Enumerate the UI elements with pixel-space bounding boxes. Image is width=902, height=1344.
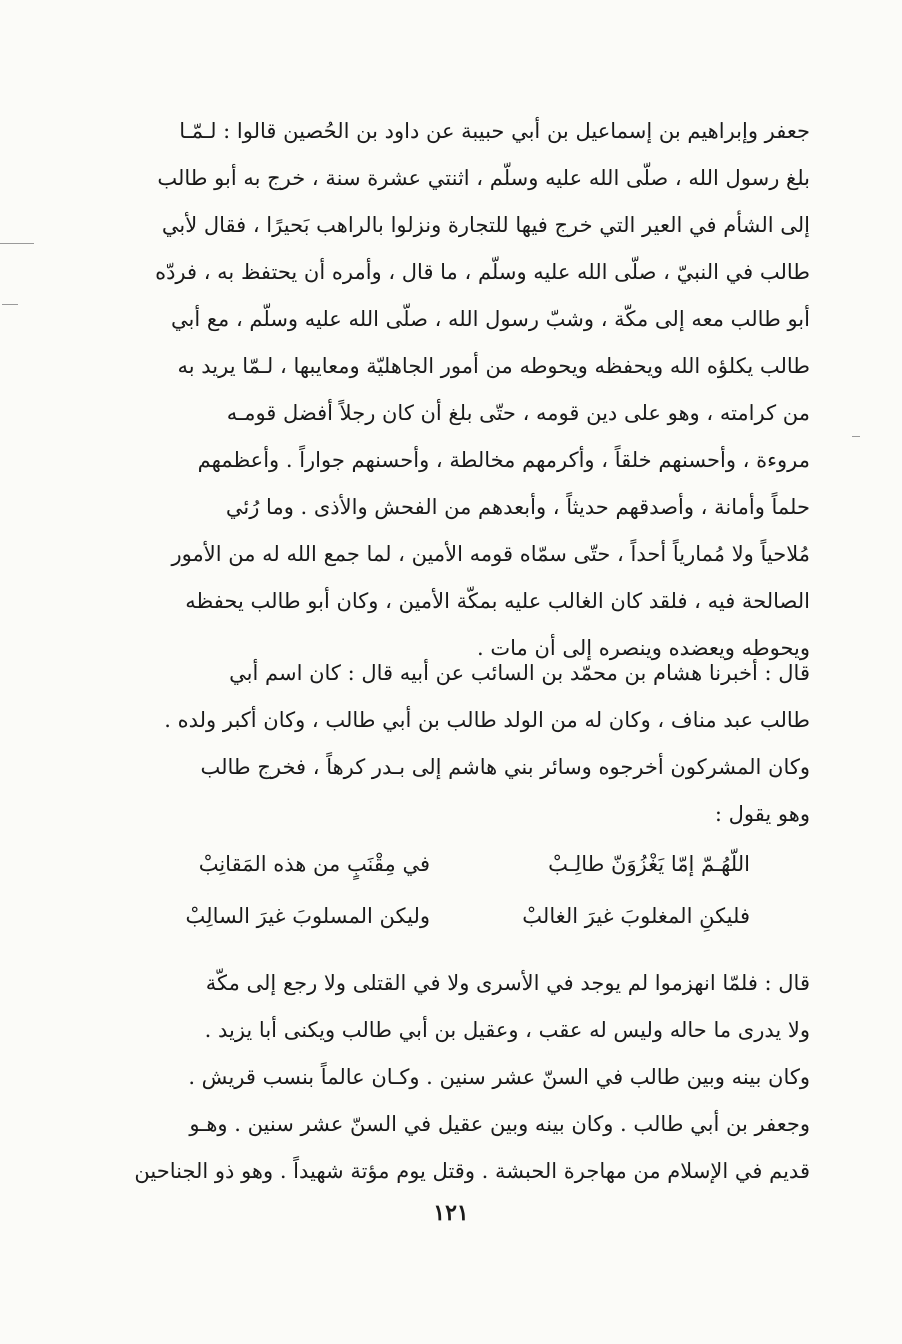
- verse-second-hemistich: في مِقْنَبٍ من هذه المَقانِبْ: [198, 852, 430, 876]
- text-line: من كرامته ، وهو على دين قومه ، حتّى بلغ أن كان رجلاً أفضل قومـه: [226, 401, 810, 425]
- verse-line: [150, 890, 750, 942]
- text-line: وجعفر بن أبي طالب . وكان بينه وبين عقيل في السنّ عشر سنين . وهـو: [189, 1112, 810, 1136]
- margin-mark: [852, 436, 860, 437]
- text-line: بلغ رسول الله ، صلّى الله عليه وسلّم ، اثنتي عشرة سنة ، خرج به أبو طالب: [157, 166, 810, 190]
- margin-mark: [0, 243, 34, 244]
- verse-line: [150, 838, 750, 890]
- text-line: مُلاحياً ولا مُمارياً أحداً ، حتّى سمّاه قومه الأمين ، لما جمع الله له من الأمور: [171, 542, 810, 566]
- text-line: قال : أخبرنا هشام بن محمّد بن السائب عن أبيه قال : كان اسم أبي: [229, 661, 810, 685]
- verse-second-hemistich: وليكن المسلوبَ غيرَ السالِبْ: [185, 904, 430, 928]
- paragraph-1: [108, 108, 810, 672]
- margin-mark: [2, 304, 18, 305]
- text-line: أبو طالب معه إلى مكّة ، وشبّ رسول الله ، صلّى الله عليه وسلّم ، مع أبي: [170, 307, 810, 331]
- text-line: قديم في الإسلام من مهاجرة الحبشة . وقتل يوم مؤتة شهيداً . وهو ذو الجناحين: [134, 1159, 810, 1183]
- text-line: طالب عبد مناف ، وكان له من الولد طالب بن أبي طالب ، وكان أكبر ولده .: [164, 708, 810, 732]
- page-number: ١٢١: [433, 1200, 469, 1226]
- text-line: وكان بينه وبين طالب في السنّ عشر سنين . وكـان عالماً بنسب قريش .: [188, 1065, 810, 1089]
- text-line: طالب يكلؤه الله ويحفظه ويحوطه من أمور الجاهليّة ومعايبها ، لـمّا يريد به: [177, 354, 810, 378]
- text-line: طالب في النبيّ ، صلّى الله عليه وسلّم ، ما قال ، وأمره أن يحتفظ به ، فردّه: [155, 260, 810, 284]
- text-line: قال : فلمّا انهزموا لم يوجد في الأسرى ولا في القتلى ولا رجع إلى مكّة: [205, 971, 810, 995]
- poem-verse: [150, 838, 750, 942]
- verse-first-hemistich: اللّهُـمّ إمّا يَغْزُوَنّ طالِـبْ: [548, 852, 750, 876]
- text-line: ويحوطه ويعضده وينصره إلى أن مات .: [477, 636, 810, 660]
- text-line: وهو يقول :: [714, 802, 810, 826]
- text-line: ولا يدرى ما حاله وليس له عقب ، وعقيل بن أبي طالب ويكنى أبا يزيد .: [204, 1018, 810, 1042]
- verse-first-hemistich: فليكنِ المغلوبَ غيرَ الغالبْ: [522, 904, 750, 928]
- text-line: وكان المشركون أخرجوه وسائر بني هاشم إلى بـدر كرهاً ، فخرج طالب: [200, 755, 810, 779]
- text-line: الصالحة فيه ، فلقد كان الغالب عليه بمكّة الأمين ، وكان أبو طالب يحفظه: [185, 589, 810, 613]
- text-line: مروءة ، وأحسنهم خلقاً ، وأكرمهم مخالطة ، وأحسنهم جواراً . وأعظمهم: [197, 448, 810, 472]
- text-line: حلماً وأمانة ، وأصدقهم حديثاً ، وأبعدهم من الفحش والأذى . وما رُئي: [225, 495, 810, 519]
- text-line: جعفر وإبراهيم بن إسماعيل بن أبي حبيبة عن داود بن الحُصين قالوا : لـمّـا: [179, 119, 810, 143]
- text-line: إلى الشأم في العير التي خرج فيها للتجارة ونزلوا بالراهب بَحيرًا ، فقال لأبي: [161, 213, 810, 237]
- paragraph-2: [108, 650, 810, 838]
- paragraph-3: [108, 960, 810, 1195]
